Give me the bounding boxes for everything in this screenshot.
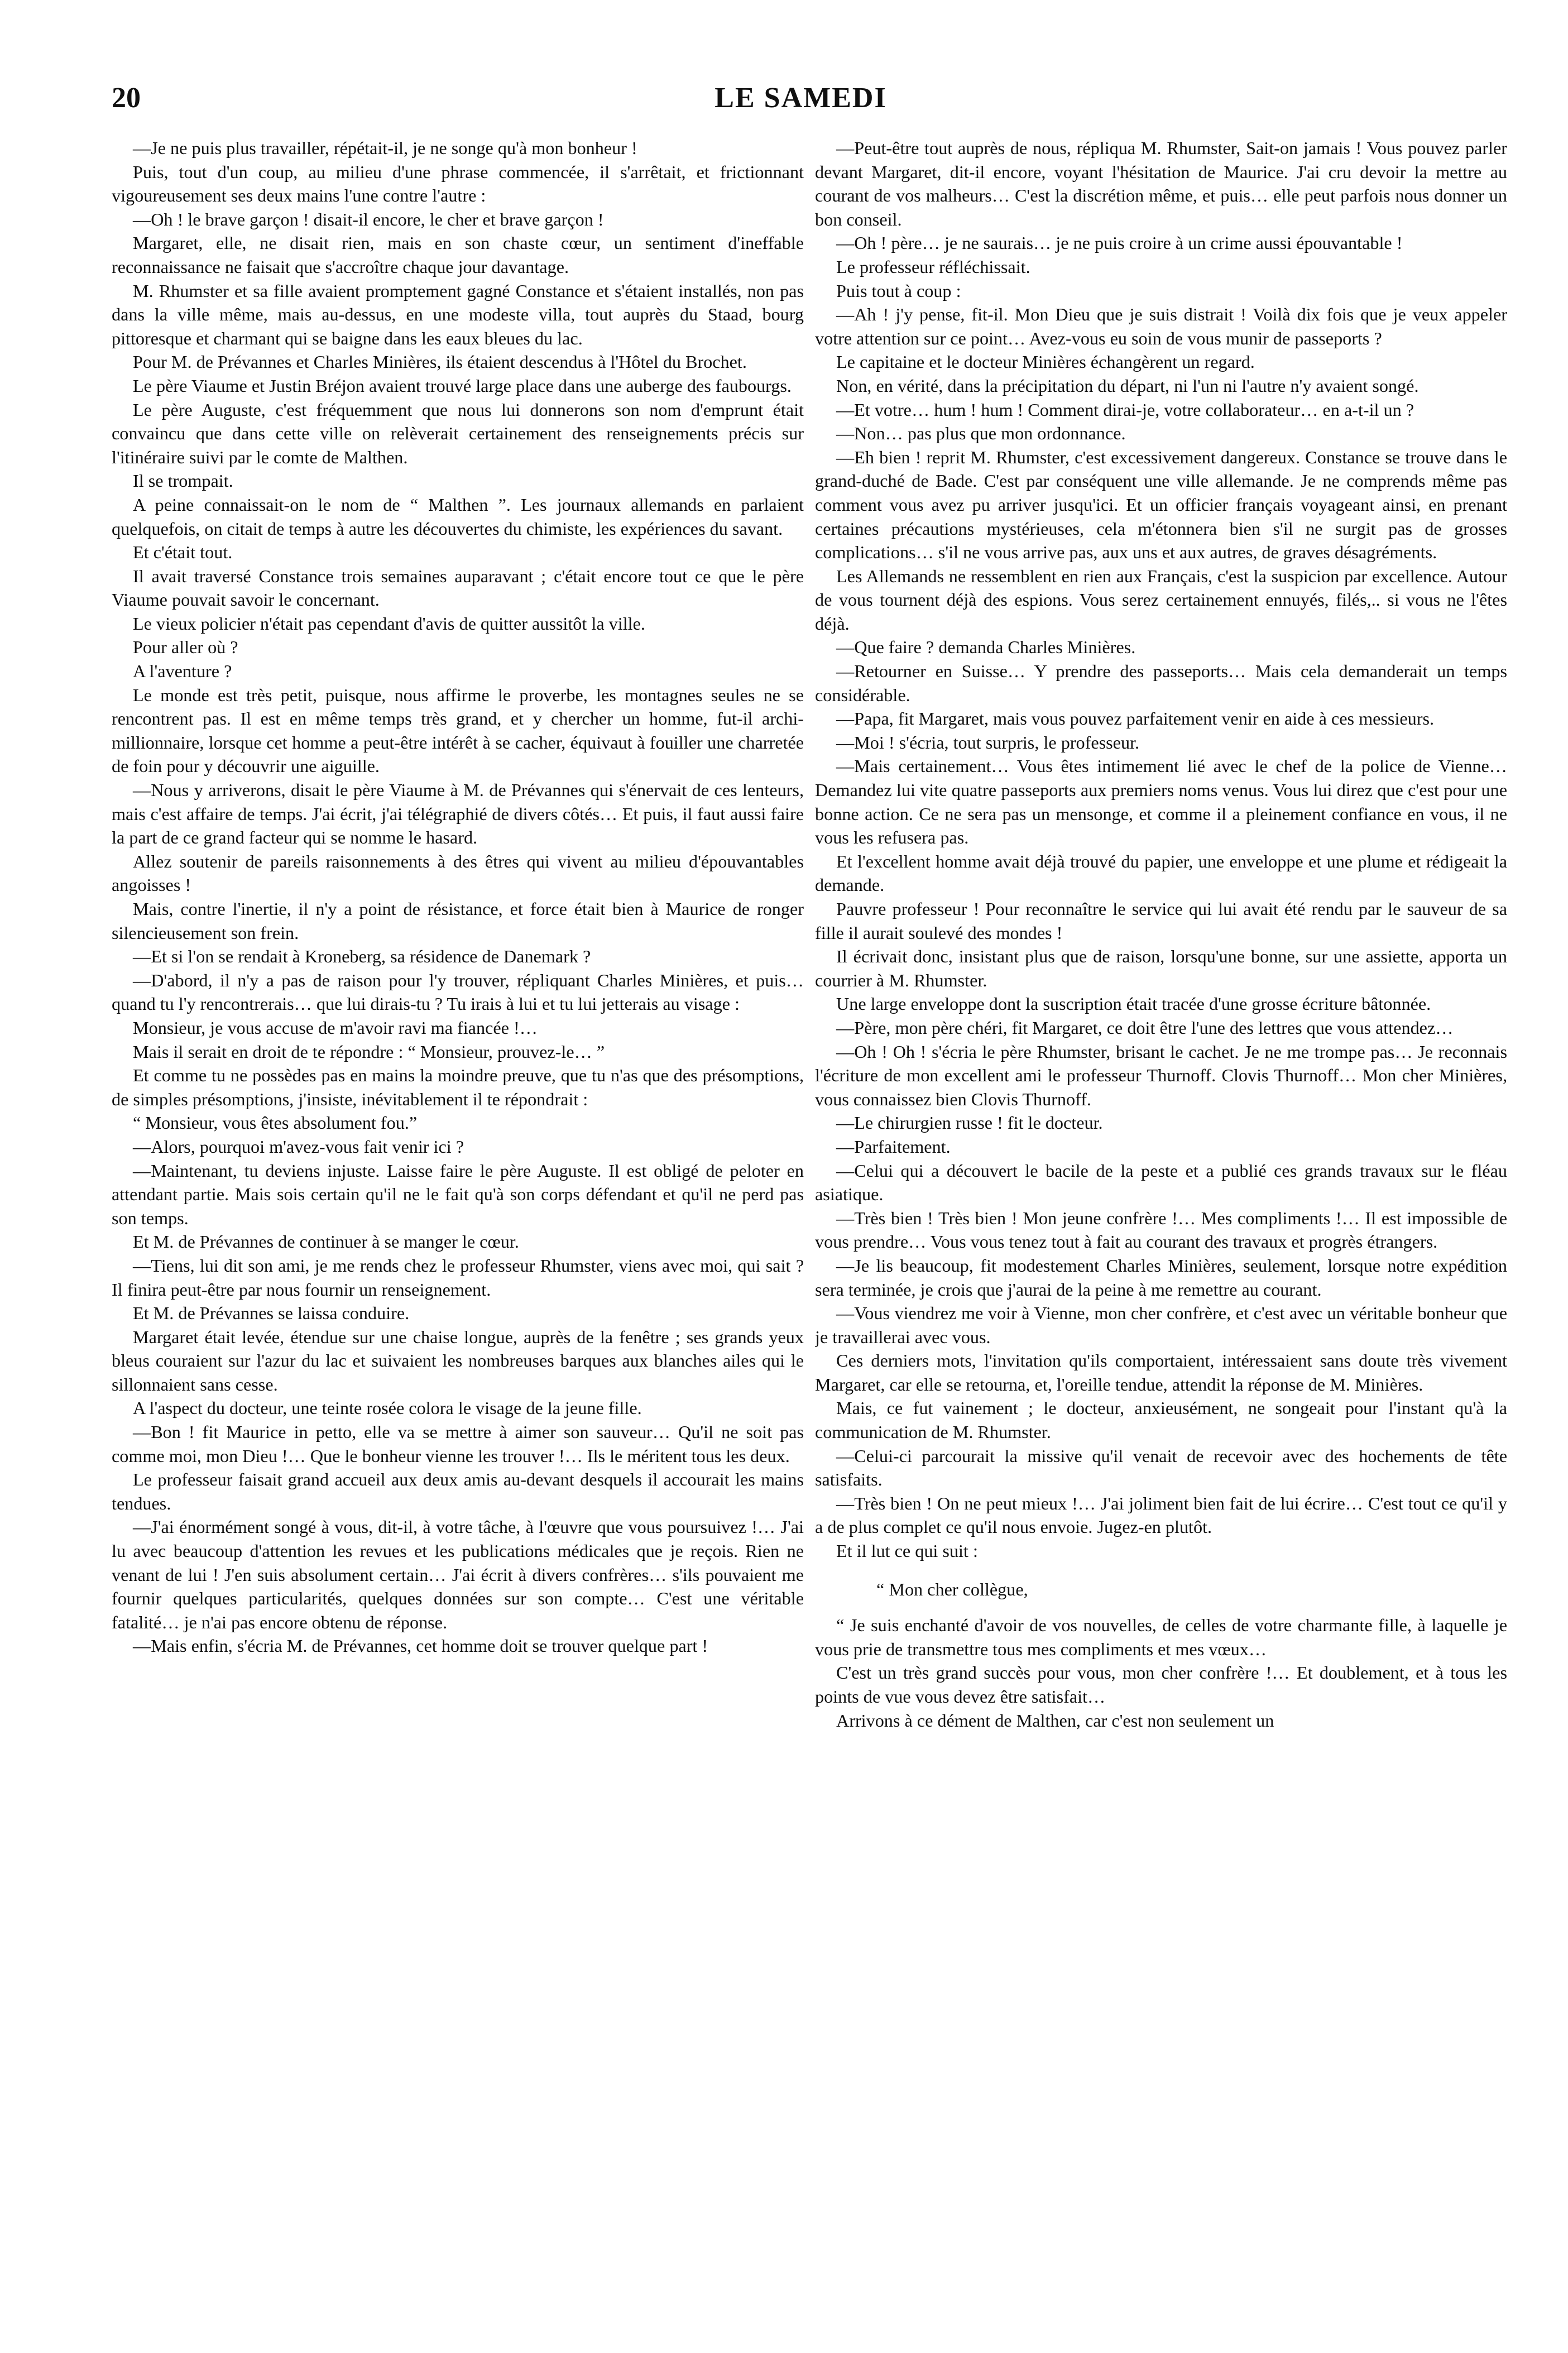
paragraph: Il avait traversé Constance trois semaines auparavant ; c'était encore tout ce que le père Viaume pouvait savoir le concernant. [112,566,804,610]
paragraph: —Je ne puis plus travailler, répétait-il, je ne songe qu'à mon bonheur ! [133,138,637,158]
paragraph: Le professeur faisait grand accueil aux deux amis au-devant desquels il accourait les mains tendues. [112,1469,804,1513]
paragraph: —Ah ! j'y pense, fit-il. Mon Dieu que je suis distrait ! Voilà dix fois que je veux appeler votre attention sur ce point… Avez-vous eu soin de vous munir de passeports ? [815,304,1507,348]
paragraph: Puis, tout d'un coup, au milieu d'une phrase commencée, il s'arrêtait, et frictionnant vigoureusement ses deux mains l'une contre l'autre : [112,161,804,206]
paragraph: “ Monsieur, vous êtes absolument fou.” [133,1113,418,1133]
paragraph: —Papa, fit Margaret, mais vous pouvez parfaitement venir en aide à ces messieurs. [836,708,1435,729]
paragraph: Allez soutenir de pareils raisonnements à des êtres qui vivent au milieu d'épouvantables angoisses ! [112,851,804,895]
paragraph: —D'abord, il n'y a pas de raison pour l'y trouver, répliquant Charles Minières, et puis… quand tu l'y rencontrerais… que lui dirais-tu ? Tu irais à lui et tu lui jetterais au visage : [112,970,804,1014]
paragraph: “ Mon cher collègue, [876,1579,1028,1599]
paragraph: A l'aspect du docteur, une teinte rosée colora le visage de la jeune fille. [133,1398,642,1418]
paragraph: Et M. de Prévannes de continuer à se manger le cœur. [133,1231,519,1252]
paragraph: —Je lis beaucoup, fit modestement Charles Minières, seulement, lorsque notre expédition sera terminée, je crois que j'aurai de la peine à me remettre au courant. [815,1255,1507,1300]
paragraph: Et M. de Prévannes se laissa conduire. [133,1303,410,1324]
paragraph: —Vous viendrez me voir à Vienne, mon cher confrère, et c'est avec un véritable bonheur que je travaillerai avec vous. [815,1303,1507,1347]
paragraph: Puis tout à coup : [836,280,961,301]
paragraph: —Mais certainement… Vous êtes intimement lié avec le chef de la police de Vienne… Demandez lui vite quatre passeports aux premiers noms venus. Vous lui direz que c'est pour une bonne action. Ce ne sera pas un mensonge, et comme il a pleinement confiance en vous, il ne vous les refusera pas. [815,756,1507,848]
paragraph: Et c'était tout. [133,542,233,563]
paragraph: Et il lut ce qui suit : [836,1541,978,1561]
paragraph: —Père, mon père chéri, fit Margaret, ce doit être l'une des lettres que vous attendez… [836,1017,1454,1038]
paragraph: Pauvre professeur ! Pour reconnaître le service qui lui avait été rendu par le sauveur de sa fille il aurait soulevé des mondes ! [815,899,1507,943]
page-number: 20 [112,82,141,114]
paragraph: Le capitaine et le docteur Minières échangèrent un regard. [836,352,1255,372]
paragraph: Arrivons à ce dément de Malthen, car c'est non seulement un [836,1710,1274,1731]
paragraph: Le vieux policier n'était pas cependant d'avis de quitter aussitôt la ville. [133,613,645,634]
paragraph: —Celui qui a découvert le bacile de la peste et a publié ces grands travaux sur le fléau asiatique. [815,1160,1507,1205]
paragraph: Mais, contre l'inertie, il n'y a point de résistance, et force était bien à Maurice de ronger silencieusement son frein. [112,899,804,943]
paragraph: Les Allemands ne ressemblent en rien aux Français, c'est la suspicion par excellence. Autour de vous tournent déjà des espions. Vous serez certainement ennuyés, filés,.. si vous ne l'êtes déjà. [815,566,1507,634]
paragraph: —Parfaitement. [836,1136,951,1157]
paragraph: —Moi ! s'écria, tout surpris, le professeur. [836,732,1140,753]
paragraph: Non, en vérité, dans la précipitation du départ, ni l'un ni l'autre n'y avaient songé. [836,375,1419,396]
paragraph: Le monde est très petit, puisque, nous affirme le proverbe, les montagnes seules ne se rencontrent pas. Il est en même temps très grand, et y chercher un homme, fut-il archi-millionnaire, lorsque cet homme a peut-être intérêt à se cacher, équivaut à fouiller une charretée de foin pour y découvrir une aiguille. [112,684,804,777]
paragraph: —Oh ! Oh ! s'écria le père Rhumster, brisant le cachet. Je ne me trompe pas… Je reconnais l'écriture de mon excellent ami le professeur Thurnoff. Clovis Thurnoff… Mon cher Minières, vous connaissez bien Clovis Thurnoff. [815,1041,1507,1109]
paragraph: —Oh ! père… je ne saurais… je ne puis croire à un crime aussi épouvantable ! [836,233,1403,253]
paragraph: —Et si l'on se rendait à Kroneberg, sa résidence de Danemark ? [133,946,591,967]
paragraph: —Et votre… hum ! hum ! Comment dirai-je, votre collaborateur… en a-t-il un ? [836,399,1414,420]
paragraph: Pour M. de Prévannes et Charles Minières, ils étaient descendus à l'Hôtel du Brochet. [133,352,747,372]
paragraph: M. Rhumster et sa fille avaient promptement gagné Constance et s'étaient installés, non pas dans la ville même, mais au-dessus, en une modeste villa, tout auprès du Staad, bourg pittoresque et charmant qui se baigne dans les eaux bleues du lac. [112,280,804,348]
paragraph: Le père Auguste, c'est fréquemment que nous lui donnerons son nom d'emprunt était convaincu que dans cette ville on relèverait certainement des renseignements précis sur l'itinéraire suivi par le comte de Malthen. [112,399,804,467]
paragraph: —Très bien ! On ne peut mieux !… J'ai joliment bien fait de lui écrire… C'est tout ce qu'il y a de plus complet ce qu'il nous envoie. Jugez-en plutôt. [815,1493,1507,1537]
paragraph: Mais, ce fut vainement ; le docteur, anxieusément, ne songeait pour l'instant qu'à la communication de M. Rhumster. [815,1398,1507,1443]
right-column [815,136,1507,2313]
paragraph: Le professeur réfléchissait. [836,256,1030,277]
paragraph: —Alors, pourquoi m'avez-vous fait venir ici ? [133,1136,464,1157]
paragraph: Margaret était levée, étendue sur une chaise longue, auprès de la fenêtre ; ses grands yeux bleus couraient sur l'azur du lac et suivaient les nombreuses barques aux blanches ailes qui le sillonnaient sans cesse. [112,1326,804,1394]
paragraph: A peine connaissait-on le nom de “ Malthen ”. Les journaux allemands en parlaient quelquefois, on citait de temps à autre les découvertes du chimiste, les expériences du savant. [112,494,804,539]
paragraph: A l'aventure ? [133,661,232,682]
paragraph: Ces derniers mots, l'invitation qu'ils comportaient, intéressaient sans doute très vivement Margaret, car elle se retourna, et, l'oreille tendue, attendit la réponse de M. Minières. [815,1350,1507,1394]
page-header [112,77,1490,122]
paragraph: —Celui-ci parcourait la missive qu'il venait de recevoir avec des hochements de tête satisfaits. [815,1445,1507,1490]
paragraph: —Tiens, lui dit son ami, je me rends chez le professeur Rhumster, viens avec moi, qui sait ? Il finira peut-être par nous fournir un renseignement. [112,1255,804,1300]
paragraph: —J'ai énormément songé à vous, dit-il, à votre tâche, à l'œuvre que vous poursuivez !… J'ai lu avec beaucoup d'attention les revues et les publications médicales que je reçois. Rien ne venant de lui ! J'en suis absolument certain… J'ai écrit à divers confrères… s'ils pouvaient me fournir quelques particularités, quelques données sur son compte… C'est une véritable fatalité… je n'ai pas encore obtenu de réponse. [112,1517,804,1632]
paragraph: Il écrivait donc, insistant plus que de raison, lorsqu'une bonne, sur une assiette, apporta un courrier à M. Rhumster. [815,946,1507,990]
left-column [112,136,804,2313]
paragraph: “ Je suis enchanté d'avoir de vos nouvelles, de celles de votre charmante fille, à laquelle je vous prie de transmettre tous mes compliments et mes vœux… [815,1615,1507,1659]
paragraph: —Très bien ! Très bien ! Mon jeune confrère !… Mes compliments !… Il est impossible de vous prendre… Vous vous tenez tout à fait au courant des travaux et progrès étrangers. [815,1207,1507,1252]
running-title: LE SAMEDI [715,82,887,114]
paragraph: —Peut-être tout auprès de nous, répliqua M. Rhumster, Sait-on jamais ! Vous pouvez parler devant Margaret, dit-il encore, voyant l'hésitation de Maurice. J'ai cru devoir la mettre au courant de vos malheurs… C'est la discrétion même, et puis… elle peut parfois nous donner un bon conseil. [815,138,1507,229]
paragraph: Et l'excellent homme avait déjà trouvé du papier, une enveloppe et une plume et rédigeait la demande. [815,851,1507,895]
paragraph: —Le chirurgien russe ! fit le docteur. [836,1113,1103,1133]
paragraph: Et comme tu ne possèdes pas en mains la moindre preuve, que tu n'as que des présomptions, de simples présomptions, j'insiste, inévitablement il te répondrait : [112,1065,804,1109]
paragraph: —Nous y arriverons, disait le père Viaume à M. de Prévannes qui s'énervait de ces lenteurs, mais c'est affaire de temps. J'ai écrit, j'ai télégraphié de divers côtés… Et puis, il faut aussi faire la part de ce grand facteur qui se nomme le hasard. [112,780,804,848]
paragraph: Margaret, elle, ne disait rien, mais en son chaste cœur, un sentiment d'ineffable reconnaissance ne faisait que s'accroître chaque jour davantage. [112,233,804,277]
paragraph: Monsieur, je vous accuse de m'avoir ravi ma fiancée !… [133,1017,538,1038]
paragraph: —Bon ! fit Maurice in petto, elle va se mettre à aimer son sauveur… Qu'il ne soit pas comme moi, mon Dieu !… Que le bonheur vienne les trouver !… Ils le méritent tous les deux. [112,1422,804,1466]
paragraph: —Que faire ? demanda Charles Minières. [836,637,1136,658]
paragraph: Le père Viaume et Justin Bréjon avaient trouvé large place dans une auberge des faubourgs. [133,375,792,396]
paragraph: —Eh bien ! reprit M. Rhumster, c'est excessivement dangereux. Constance se trouve dans le grand-duché de Bade. C'est par conséquent une ville allemande. Je ne comprends même pas comment vous avez pu arriver jusqu'ici. Et un officier français voyageant ainsi, en prenant certaines précautions mystérieuses, cela m'étonnera bien s'il ne surgit pas de grosses complications… s'il ne vous arrive pas, aux uns et aux autres, de graves désagréments. [815,447,1507,563]
paragraph: Une large enveloppe dont la suscription était tracée d'une grosse écriture bâtonnée. [836,994,1431,1014]
paragraph: —Oh ! le brave garçon ! disait-il encore, le cher et brave garçon ! [133,209,604,229]
paragraph: Mais il serait en droit de te répondre : “ Monsieur, prouvez-le… ” [133,1041,605,1062]
paragraph: C'est un très grand succès pour vous, mon cher confrère !… Et doublement, et à tous les points de vue vous devez être satisfait… [815,1662,1507,1707]
paragraph: —Maintenant, tu deviens injuste. Laisse faire le père Auguste. Il est obligé de peloter en attendant partie. Mais sois certain qu'il ne le fait qu'à son corps défendant et qu'il ne perd pas son temps. [112,1160,804,1228]
paragraph: —Non… pas plus que mon ordonnance. [836,423,1126,444]
paragraph: —Mais enfin, s'écria M. de Prévannes, cet homme doit se trouver quelque part ! [133,1636,708,1656]
paragraph: Pour aller où ? [133,637,238,658]
paragraph: —Retourner en Suisse… Y prendre des passeports… Mais cela demanderait un temps considérable. [815,661,1507,705]
paragraph: Il se trompait. [133,471,233,491]
